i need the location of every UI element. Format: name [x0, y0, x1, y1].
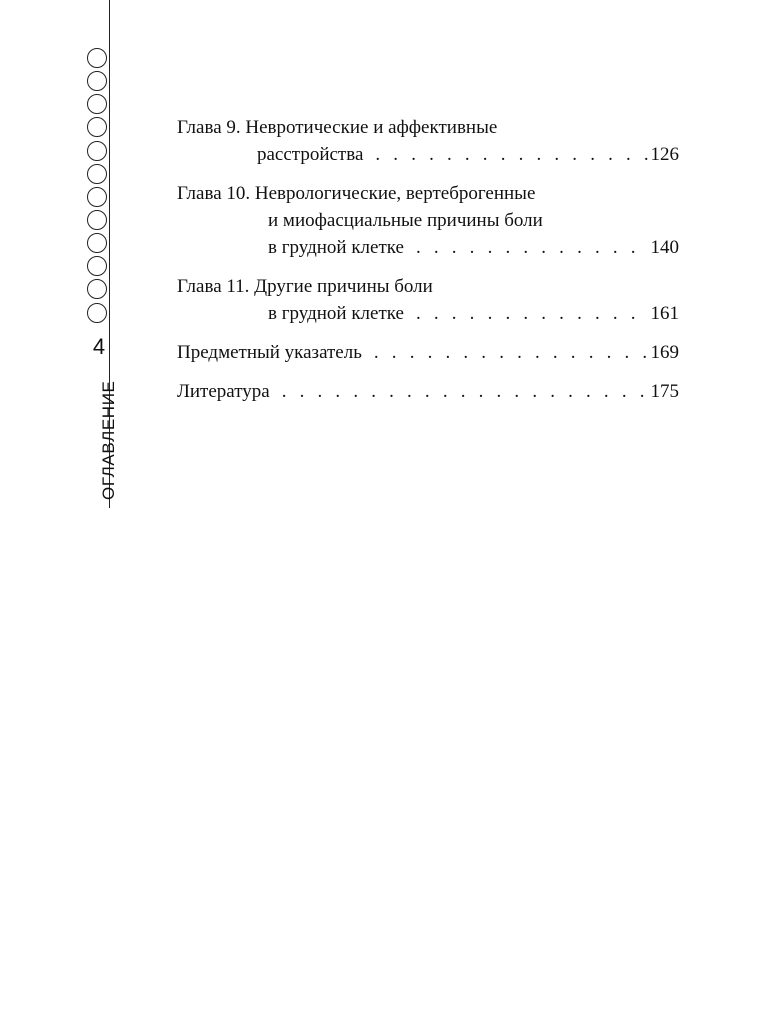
toc-entry-title-continued: и миофасциальные причины боли [268, 210, 543, 231]
toc-page-number: 140 [650, 237, 679, 258]
table-of-contents [177, 114, 679, 417]
toc-page-number: 161 [650, 303, 679, 324]
toc-entry-literature[interactable] [177, 378, 679, 405]
dot-leader [282, 378, 648, 405]
toc-entry-title: Глава 9. Невротические и аффективные [177, 117, 498, 138]
toc-page-number: 169 [650, 342, 679, 363]
toc-entry-subject-index[interactable] [177, 339, 679, 366]
dot-leader [416, 234, 648, 261]
toc-entry-title: Предметный указатель [177, 342, 362, 363]
dot-leader [375, 141, 647, 168]
decorative-circle [87, 117, 107, 137]
toc-entry-chapter-9[interactable] [177, 114, 679, 168]
decorative-circle [87, 210, 107, 230]
toc-entry-title-continued: в грудной клетке [268, 303, 404, 324]
decorative-circle [87, 279, 107, 299]
decorative-circle [87, 71, 107, 91]
toc-entry-chapter-11[interactable] [177, 273, 679, 327]
toc-entry-title-continued: в грудной клетке [268, 237, 404, 258]
dot-leader [416, 300, 648, 327]
decorative-circle [87, 141, 107, 161]
running-head: ОГЛАВЛЕНИЕ [99, 380, 118, 500]
page-number: 4 [92, 334, 106, 359]
decorative-circle [87, 94, 107, 114]
decorative-circle [87, 48, 107, 68]
toc-entry-title: Глава 10. Неврологические, вертеброгенные [177, 183, 536, 204]
toc-entry-title-continued: расстройства [257, 144, 364, 165]
toc-entry-chapter-10[interactable] [177, 180, 679, 261]
dot-leader [374, 339, 648, 366]
toc-entry-title: Литература [177, 381, 270, 402]
decorative-circle [87, 256, 107, 276]
decorative-circle [87, 303, 107, 323]
decorative-circle [87, 233, 107, 253]
spiral-circles [87, 48, 111, 326]
toc-page-number: 175 [650, 381, 679, 402]
decorative-circle [87, 164, 107, 184]
decorative-circle [87, 187, 107, 207]
toc-entry-title: Глава 11. Другие причины боли [177, 276, 433, 297]
toc-page-number: 126 [650, 144, 679, 165]
